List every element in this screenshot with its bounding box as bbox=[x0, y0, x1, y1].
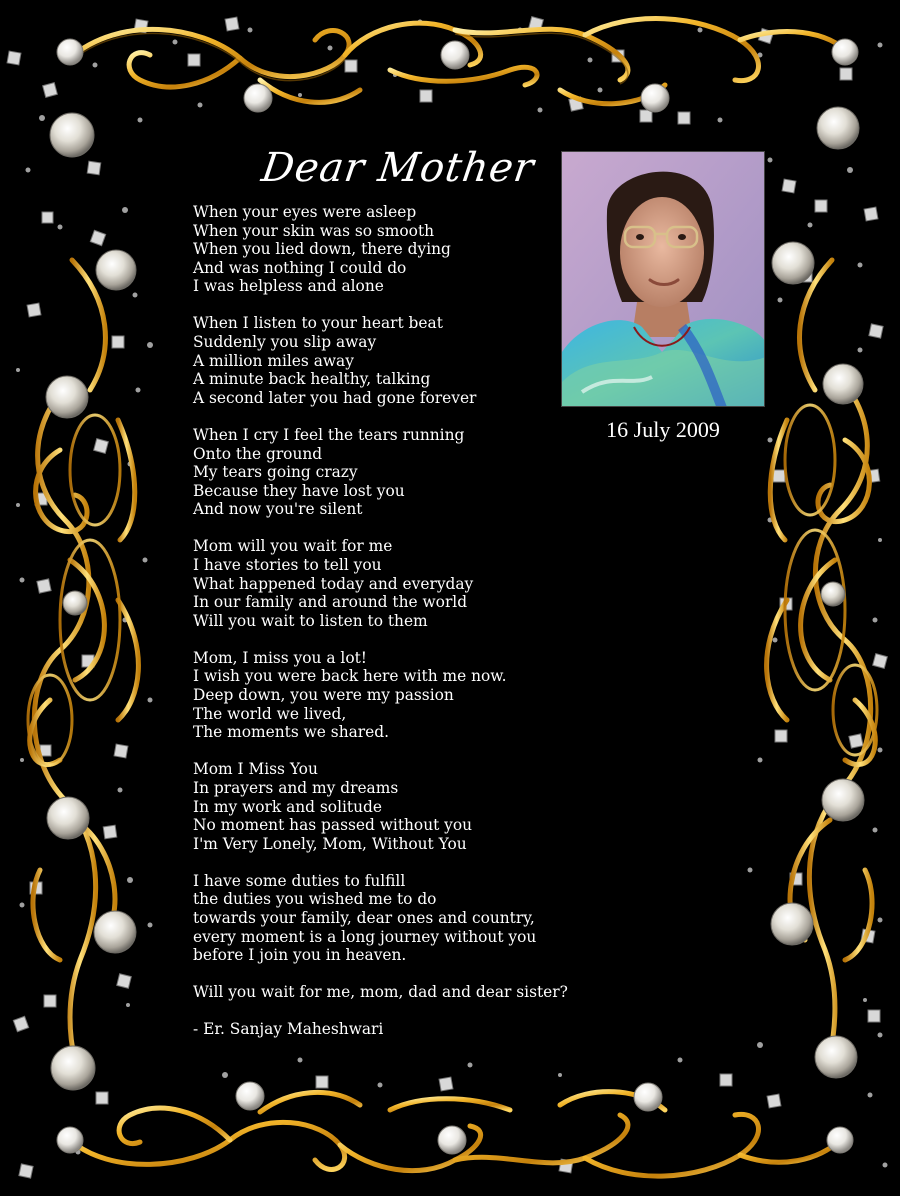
poem-line: What happened today and everyday bbox=[193, 574, 474, 593]
portrait-photo bbox=[561, 151, 765, 407]
poem-line: When I listen to your heart beat bbox=[193, 314, 443, 333]
poem-line: I have some duties to fulfill bbox=[193, 871, 406, 890]
poem-line: I wish you were back here with me now. bbox=[193, 667, 507, 686]
poem-line: every moment is a long journey without you bbox=[193, 927, 537, 946]
poem-line: In our family and around the world bbox=[193, 593, 468, 612]
poem-line: And now you're silent bbox=[193, 500, 363, 519]
poem-line: A minute back healthy, talking bbox=[193, 370, 431, 389]
poem-line: In my work and solitude bbox=[193, 797, 382, 816]
poem-line: towards your family, dear ones and country, bbox=[193, 909, 535, 927]
poem-line: Because they have lost you bbox=[193, 481, 405, 500]
poem-line: And was nothing I could do bbox=[193, 258, 407, 277]
author-signature: - Er. Sanjay Maheshwari bbox=[193, 1020, 384, 1039]
poem-title: Dear Mother bbox=[258, 145, 538, 191]
poem-line: When you lied down, there dying bbox=[193, 240, 451, 259]
portrait-illustration bbox=[562, 152, 765, 407]
poem-line: When your eyes were asleep bbox=[193, 203, 417, 221]
poem-line: My tears going crazy bbox=[193, 463, 358, 482]
poem-line: Will you wait for me, mom, dad and dear sister? bbox=[193, 983, 568, 1002]
poem-line: the duties you wished me to do bbox=[193, 890, 437, 909]
poem-line: I was helpless and alone bbox=[193, 277, 384, 296]
poem-line: A million miles away bbox=[193, 351, 354, 370]
poem-line: Mom I Miss You bbox=[193, 760, 318, 779]
poem-line: When I cry I feel the tears running bbox=[193, 425, 465, 444]
poem-line: Onto the ground bbox=[193, 444, 323, 463]
poem-line: The moments we shared. bbox=[193, 723, 389, 742]
poem-stanza bbox=[193, 983, 673, 1002]
poem-line: Deep down, you were my passion bbox=[193, 686, 454, 705]
poem-line: I'm Very Lonely, Mom, Without You bbox=[193, 834, 467, 853]
poem-line: When your skin was so smooth bbox=[193, 221, 435, 240]
poem-line: The world we lived, bbox=[193, 704, 347, 723]
poem-line: Will you wait to listen to them bbox=[193, 611, 428, 630]
poem-line: Mom, I miss you a lot! bbox=[193, 648, 367, 667]
poem-stanza bbox=[193, 760, 673, 853]
poem-line: I have stories to tell you bbox=[193, 556, 382, 574]
poem-line: Mom will you wait for me bbox=[193, 537, 393, 556]
poem-line: No moment has passed without you bbox=[193, 816, 473, 835]
photo-date: 16 July 2009 bbox=[606, 417, 720, 442]
poem-stanza bbox=[193, 872, 673, 965]
poem-line: Suddenly you slip away bbox=[193, 333, 377, 352]
poem-line: A second later you had gone forever bbox=[193, 388, 477, 407]
poem-stanza bbox=[193, 649, 673, 742]
poem-line: In prayers and my dreams bbox=[193, 778, 399, 797]
poem-stanza bbox=[193, 537, 673, 630]
poem-line: before I join you in heaven. bbox=[193, 946, 407, 965]
